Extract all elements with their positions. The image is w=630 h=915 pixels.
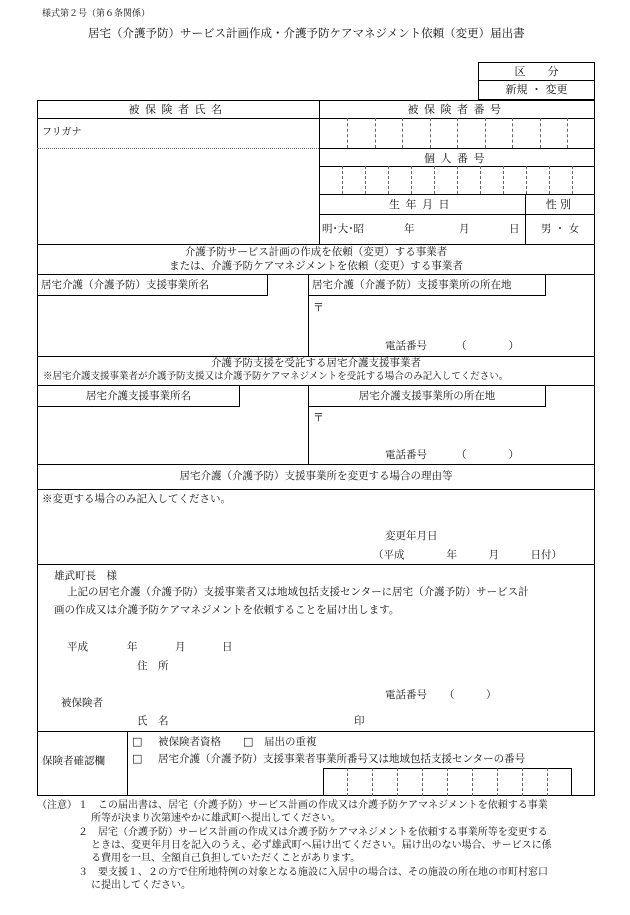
kubun-label: 区 分: [514, 65, 559, 78]
note-3-line-1: 要支援１、２の方で住所地特例の対象となる施設に入居中の場合は、その施設の所在地の市町村窓口: [98, 867, 548, 878]
form-number: 様式第２号（第６条関係）: [42, 9, 151, 19]
section1-heading-2: または、介護予防ケアマネジメントを依頼（変更）する事業者: [169, 260, 463, 272]
note-1-number: １: [78, 800, 88, 811]
section2-heading-2: ※居宅介護支援事業者が介護予防支援又は介護予防ケアマネジメントを受託する場合のみ記入してください。: [43, 371, 509, 382]
note-3-number: ３: [78, 867, 88, 878]
section1-office-address-field[interactable]: [326, 297, 594, 337]
insured-person-label: 被保険者: [61, 697, 103, 709]
gender-value[interactable]: 男 ・ 女: [540, 223, 580, 235]
declaration-date-field[interactable]: [92, 638, 232, 654]
address-label: 住 所: [137, 660, 169, 672]
note-3-line-2: に提出してください。: [91, 880, 191, 891]
section2-office-name-label: 居宅介護支援事業所名: [86, 390, 191, 402]
declaration-phone-field[interactable]: （ ）: [444, 689, 497, 701]
insured-name-field[interactable]: [38, 149, 318, 243]
note-2-line-3: る費用を一旦、全額自己負担していただくことがあります。: [91, 853, 361, 864]
insured-name-label: 被保険者氏名: [128, 103, 228, 116]
personal-number-label: 個人番号: [424, 152, 490, 165]
check-insured-qualification-label: 被保険者資格: [158, 736, 221, 748]
section2-office-name-field[interactable]: [38, 408, 307, 463]
insurer-check-label: 保険者確認欄: [42, 755, 105, 767]
declaration-day: 日: [222, 641, 233, 653]
check-office-number-label: 居宅介護（介護予防）支援事業者事業所番号又は地域包括支援センターの番号: [158, 753, 526, 765]
declaration-line-1: 上記の居宅介護（介護予防）支援事業者又は地域包括支援センターに居宅（介護予防）サービス計: [67, 586, 529, 598]
section1-office-name-field[interactable]: [38, 297, 307, 355]
check-office-number-box[interactable]: □: [132, 752, 143, 765]
declaration-line-2: 画の作成又は介護予防ケアマネジメントを依頼することを届け出します。: [54, 604, 400, 616]
birth-year-label: 年: [404, 223, 415, 235]
seal-mark: 印: [354, 715, 365, 727]
change-reason-field[interactable]: [38, 510, 594, 530]
insured-number-label: 被保険者番号: [407, 103, 507, 116]
section2-office-address-label: 居宅介護支援事業所の所在地: [358, 390, 496, 402]
declaration-phone-label: 電話番号: [385, 689, 427, 701]
note-2-line-2: ときは、変更年月日を記入のうえ、必ず雄武町へ届け出てください。届け出のない場合、サービスに係: [91, 840, 552, 851]
check-duplicate-box[interactable]: □: [243, 735, 254, 748]
check-duplicate-label: 届出の重複: [264, 736, 317, 748]
section2-heading-1: 介護予防支援を受託する居宅介護支援事業者: [211, 357, 421, 369]
section1-phone-field[interactable]: （ ）: [456, 340, 519, 352]
furigana-label: フリガナ: [42, 127, 82, 138]
section1-phone-label: 電話番号: [385, 340, 427, 352]
note-1-line-1: この届出書は、居宅（介護予防）サービス計画の作成又は介護予防ケアマネジメントを依頼する事業: [98, 800, 548, 811]
section1-postal-mark: 〒: [313, 301, 324, 314]
page-title: 居宅（介護予防）サービス計画作成・介護予防ケアマネジメント依頼（変更）届出書: [88, 26, 525, 40]
declaration-month: 月: [175, 641, 186, 653]
notes-prefix: （注意）: [37, 800, 77, 811]
section3-heading: 居宅介護（介護予防）支援事業所を変更する場合の理由等: [179, 470, 453, 482]
section1-office-address-label: 居宅介護（介護予防）支援事業所の所在地: [312, 279, 512, 291]
insured-signature-field[interactable]: [180, 711, 340, 729]
section2-phone-label: 電話番号: [385, 449, 427, 461]
note-2-line-1: 居宅（介護予防）サービス計画の作成又は介護予防ケアマネジメントを依頼する事業所等を変更する: [98, 827, 548, 838]
change-date-field[interactable]: （平成 年 月 日付）: [373, 549, 562, 561]
section2-office-address-field[interactable]: [326, 408, 594, 444]
section2-postal-mark: 〒: [313, 411, 324, 424]
section2-phone-field[interactable]: （ ）: [456, 449, 519, 461]
insured-address-field[interactable]: [180, 657, 580, 687]
kubun-value[interactable]: 新規 ・ 変更: [505, 83, 568, 96]
section1-heading-1: 介護予防サービス計画の作成を依頼（変更）する事業者: [184, 246, 448, 258]
gender-label: 性別: [545, 198, 575, 211]
note-2-number: ２: [78, 827, 88, 838]
declaration-year: 年: [127, 641, 138, 653]
birth-era[interactable]: 明･大･昭: [322, 223, 364, 235]
birth-date-label: 生年月日: [389, 198, 455, 211]
birth-month-label: 月: [459, 223, 470, 235]
check-insured-qualification-box[interactable]: □: [132, 735, 143, 748]
section3-note: ※変更する場合のみ記入してください。: [42, 493, 231, 505]
note-1-line-2: 所等が決まり次第速やかに雄武町へ提出してください。: [91, 813, 341, 824]
birth-day-label: 日: [509, 223, 520, 235]
name-label: 氏 名: [137, 715, 169, 727]
change-date-label: 変更年月日: [385, 530, 438, 542]
declaration-era: 平成: [67, 641, 88, 653]
section1-office-name-label: 居宅介護（介護予防）支援事業所名: [41, 279, 209, 291]
addressee: 雄武町長 様: [54, 570, 117, 582]
